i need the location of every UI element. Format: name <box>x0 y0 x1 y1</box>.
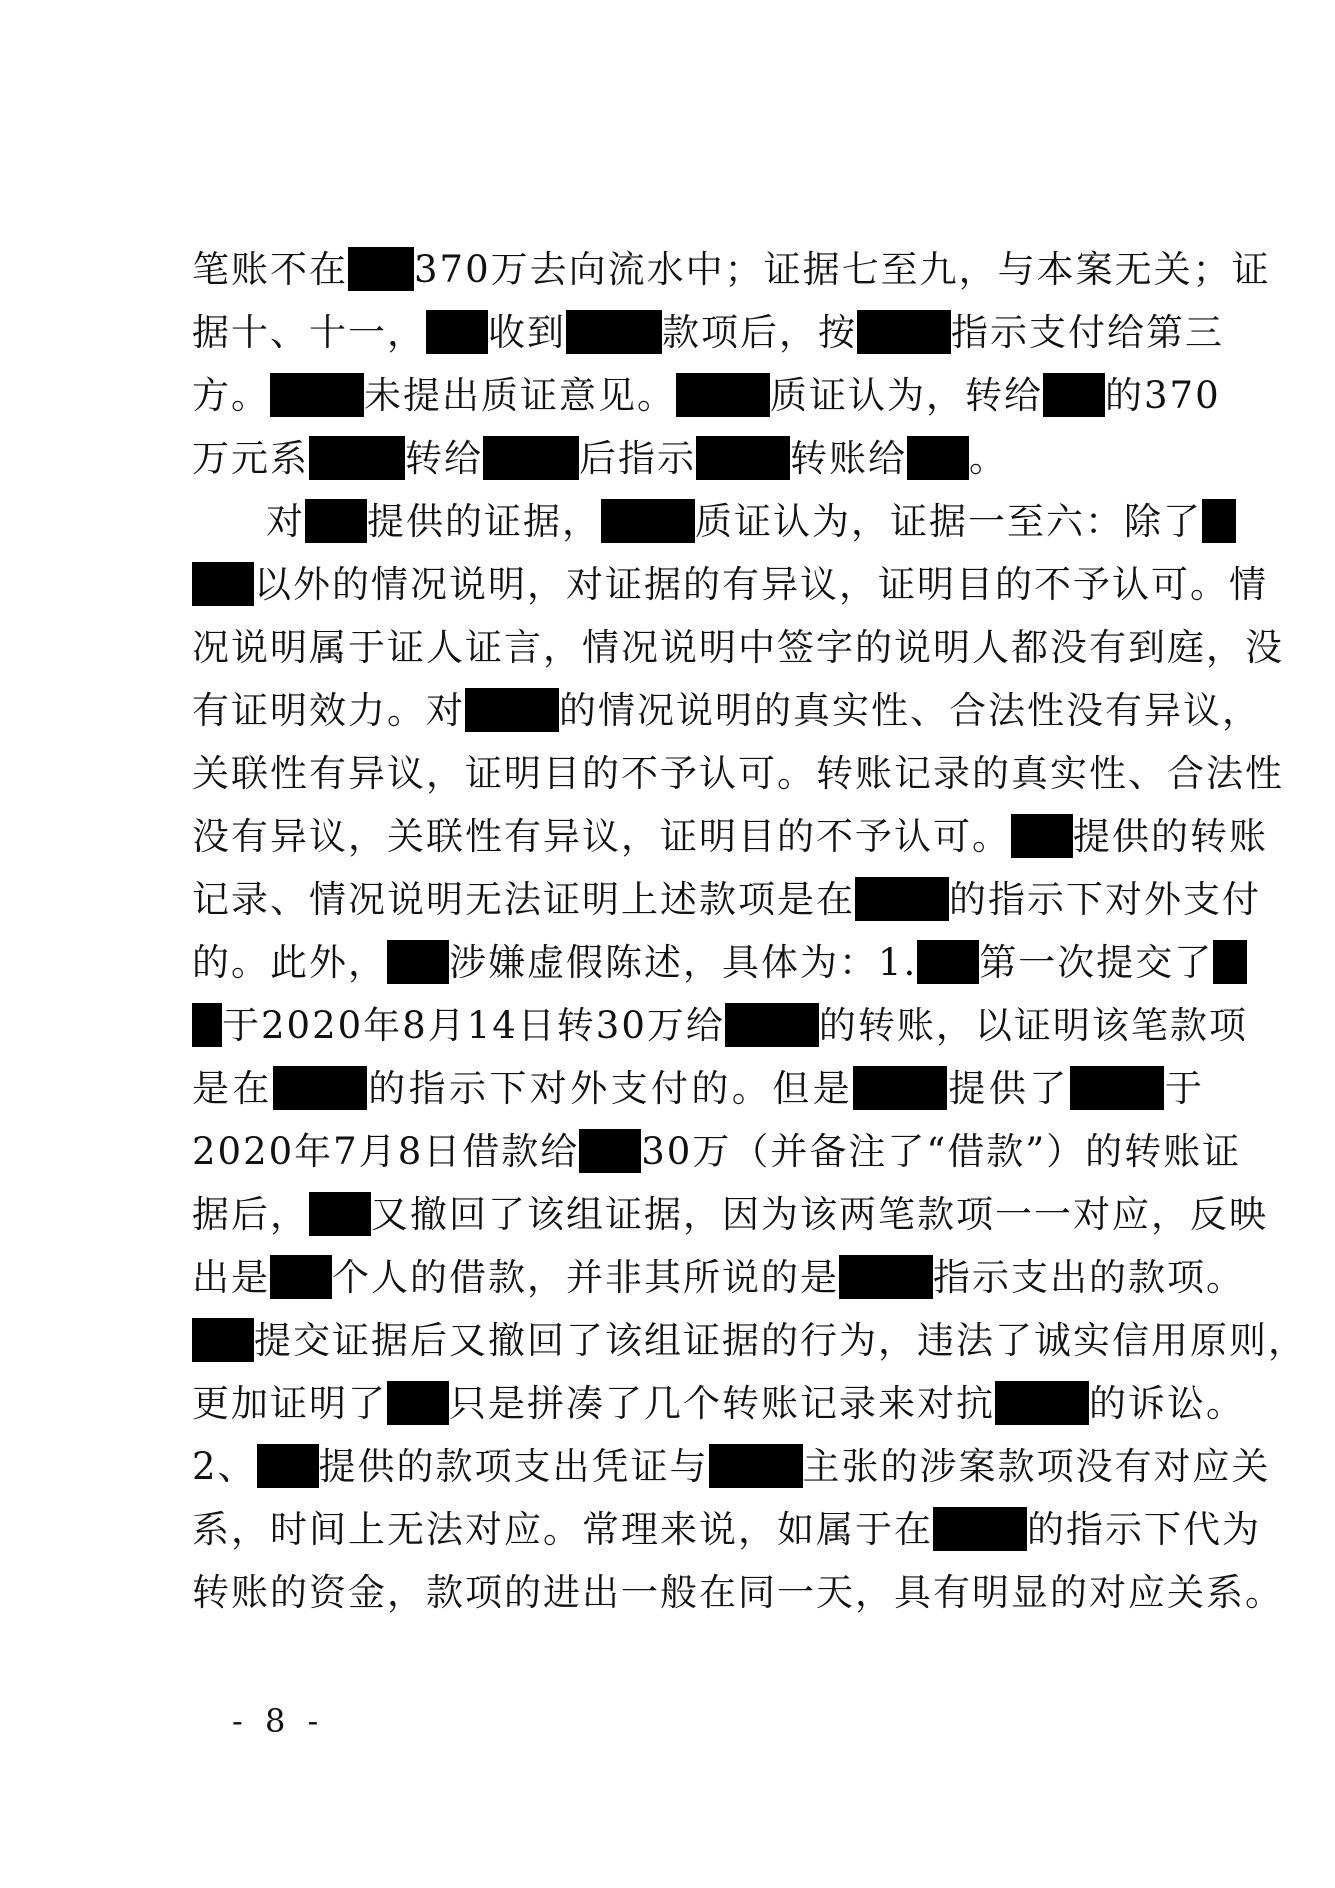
redaction-block <box>348 247 414 291</box>
redaction-block <box>387 940 449 984</box>
redaction-block <box>1011 814 1073 858</box>
redaction-block <box>465 688 559 732</box>
text-line: 方。 未提出质证意见。 质证认为，转给 的370 <box>192 374 1221 417</box>
text-line: 记录、情况说明无法证明上述款项是在 的指示下对外支付 <box>192 878 1261 921</box>
redaction-block <box>917 940 979 984</box>
text-line: 以外的情况说明，对证据的有异议，证明目的不予认可。情 <box>192 553 1204 616</box>
redaction-block <box>270 1255 332 1299</box>
redaction-block <box>387 1381 449 1425</box>
text-line: 提交证据后又撤回了该组证据的行为，违法了诚实信用原则， <box>192 1309 1204 1372</box>
redaction-block <box>483 436 579 480</box>
text-line: 据后， 又撤回了该组证据，因为该两笔款项一一对应，反映 <box>192 1193 1268 1236</box>
redaction-block <box>676 373 770 417</box>
redaction-block <box>709 1444 803 1488</box>
redaction-block <box>839 1255 933 1299</box>
redaction-block <box>853 1066 947 1110</box>
text-line: 2020年7月8日借款给 30万（并备注了“借款”）的转账证 <box>192 1130 1242 1173</box>
text-line: 关联性有异议，证明目的不予认可。转账记录的真实性、合法性 <box>192 752 1284 795</box>
text-line: 况说明属于证人证言，情况说明中签字的说明人都没有到庭，没 <box>192 626 1284 669</box>
redaction-block <box>270 373 364 417</box>
text-line: 是在 的指示下对外支付的。但是 提供了 于 <box>192 1067 1205 1110</box>
text-line: 更加证明了 只是拼凑了几个转账记录来对抗 的诉讼。 <box>192 1382 1245 1425</box>
text-line: 有证明效力。对 的情况说明的真实性、合法性没有异议， <box>192 689 1261 732</box>
document-body <box>192 238 1307 1624</box>
redaction-block <box>995 1381 1089 1425</box>
redaction-block <box>933 1507 1027 1551</box>
redaction-block <box>192 562 254 606</box>
redaction-block <box>309 436 405 480</box>
redaction-block <box>857 310 951 354</box>
redaction-block <box>1043 373 1105 417</box>
redaction-block <box>305 499 367 543</box>
redaction-block <box>1070 1066 1164 1110</box>
redaction-block <box>566 310 662 354</box>
text-line: 出是 个人的借款，并非其所说的是 指示支出的款项。 <box>192 1256 1245 1299</box>
text-line: 万元系 转给 后指示 转账给 。 <box>192 437 1008 480</box>
text-line: 据十、十一， 收到 款项后，按 指示支付给第三 <box>192 311 1224 354</box>
redaction-block <box>725 1003 819 1047</box>
redaction-block <box>601 499 695 543</box>
redaction-block <box>192 1003 222 1047</box>
redaction-block <box>1213 940 1247 984</box>
text-line: 2、 提供的款项支出凭证与 主张的涉案款项没有对应关 <box>192 1445 1271 1488</box>
redaction-block <box>855 877 949 921</box>
redaction-block <box>309 1192 371 1236</box>
redaction-block <box>257 1444 319 1488</box>
text-line: 系，时间上无法对应。常理来说，如属于在 的指示下代为 <box>192 1508 1261 1551</box>
redaction-block <box>907 436 969 480</box>
text-line: 的。此外， 涉嫌虚假陈述，具体为：1. 第一次提交了 <box>192 931 1204 994</box>
redaction-block <box>273 1066 367 1110</box>
text-line: 转账的资金，款项的进出一般在同一天，具有明显的对应关系。 <box>192 1571 1284 1614</box>
redaction-block <box>579 1129 641 1173</box>
redaction-block <box>696 436 790 480</box>
text-line: 于2020年8月14日转30万给 的转账，以证明该笔款项 <box>192 994 1204 1057</box>
redaction-block <box>426 310 488 354</box>
text-line: 没有异议，关联性有异议，证明目的不予认可。 提供的转账 <box>192 815 1268 858</box>
redaction-block <box>192 1318 254 1362</box>
text-line: 笔账不在 370万去向流水中；证据七至九，与本案无关；证 <box>192 248 1271 291</box>
page-number: - 8 - <box>232 1702 325 1740</box>
redaction-block <box>1202 499 1236 543</box>
text-line: 对 提供的证据， 质证认为，证据一至六：除了 <box>192 490 1204 553</box>
